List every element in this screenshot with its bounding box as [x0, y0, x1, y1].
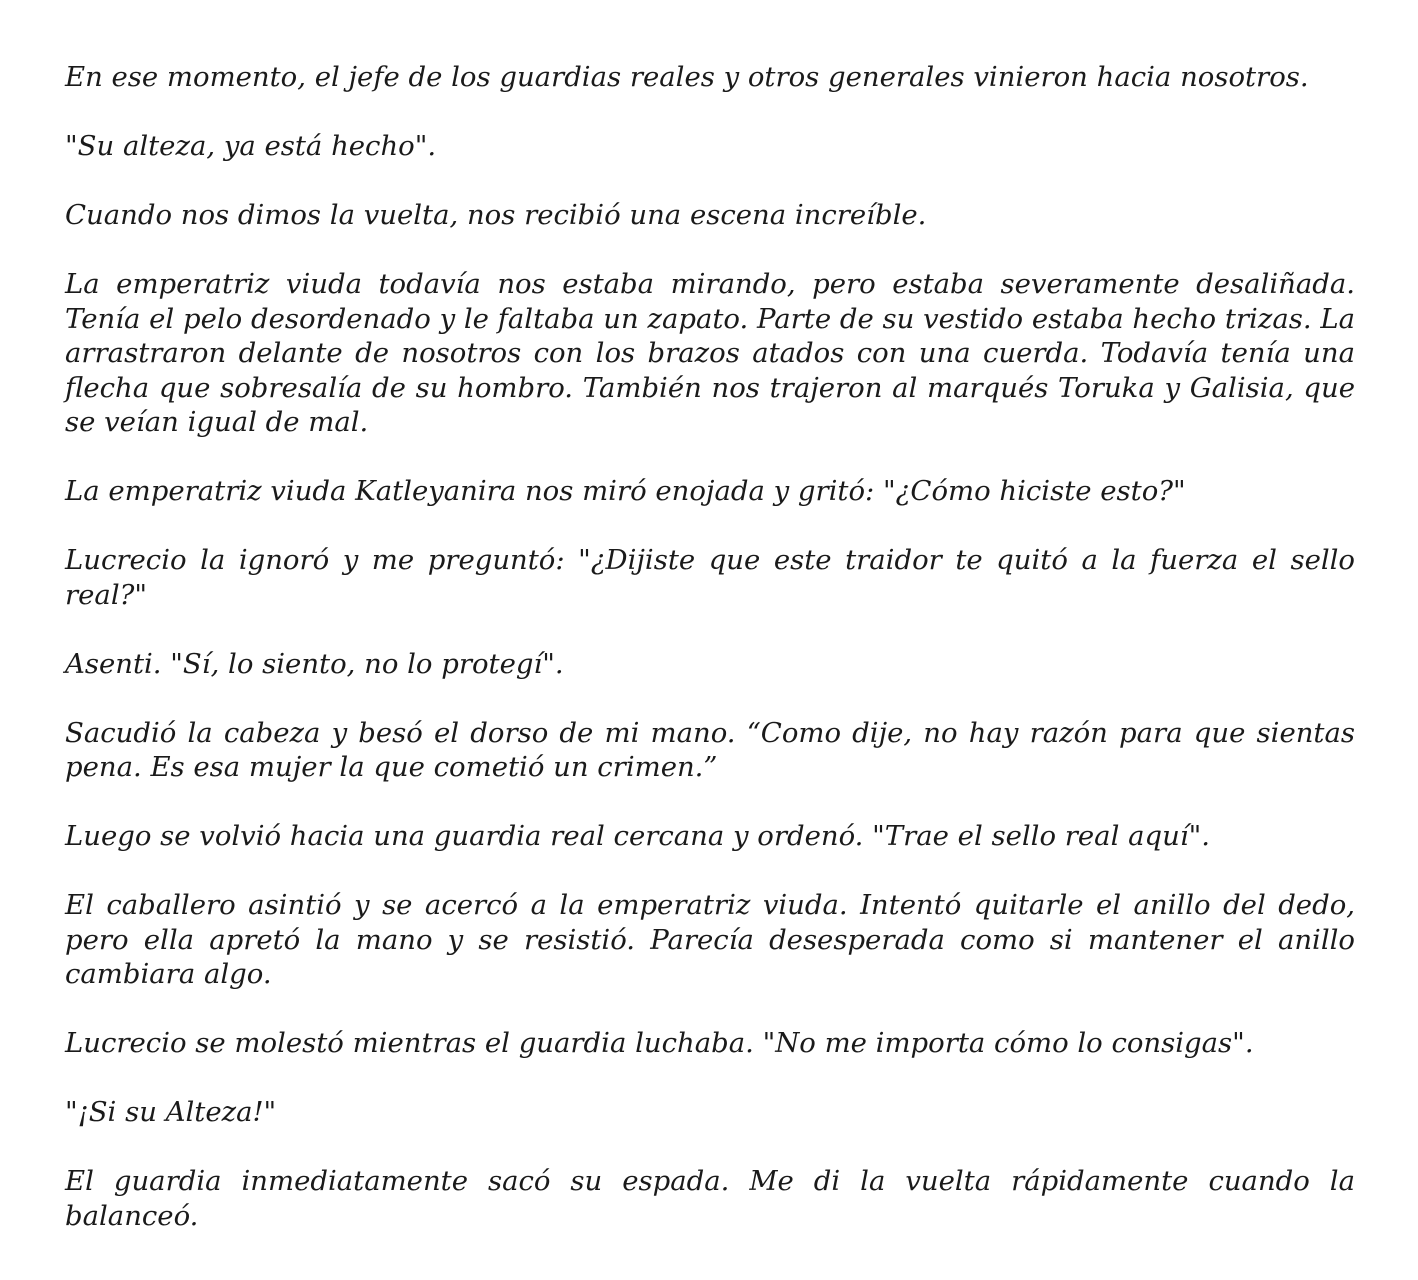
paragraph-10: El caballero asintió y se acercó a la emperatriz viuda. Intentó quitarle el anillo del dedo, pero ella apretó la mano y se resistió. Parecía desesperada como si mantener el anillo cambiara algo.: [65, 889, 1355, 990]
paragraph-5: La emperatriz viuda Katleyanira nos miró enojada y gritó: "¿Cómo hiciste esto?": [65, 475, 1186, 507]
paragraph-6: Lucrecio la ignoró y me preguntó: "¿Dijiste que este traidor te quitó a la fuerza el sello real?": [65, 544, 1355, 611]
paragraph-11: Lucrecio se molestó mientras el guardia luchaba. "No me importa cómo lo consigas".: [65, 1027, 1254, 1059]
paragraph-4: La emperatriz viuda todavía nos estaba mirando, pero estaba severamente desaliñada. Tenía el pelo desordenado y le faltaba un zapato. Parte de su vestido estaba hecho trizas. La arrastraron delante de nosotros con los brazos atados con una cuerda. Todavía tenía una flecha que sobresalía de su hombro. También nos trajeron al marqués Toruka y Galisia, que se veían igual de mal.: [65, 268, 1355, 438]
paragraph-8: Sacudió la cabeza y besó el dorso de mi mano. “Como dije, no hay razón para que sientas pena. Es esa mujer la que cometió un crimen.”: [65, 716, 1355, 783]
paragraph-7: Asenti. "Sí, lo siento, no lo protegí".: [65, 647, 564, 680]
paragraph-3: Cuando nos dimos la vuelta, nos recibió una escena increíble.: [65, 199, 927, 231]
paragraph-1: En ese momento, el jefe de los guardias reales y otros generales vinieron hacia nosotros.: [65, 61, 1309, 93]
paragraph-2: "Su alteza, ya está hecho".: [65, 130, 437, 162]
paragraph-13: El guardia inmediatamente sacó su espada. Me di la vuelta rápidamente cuando la balanceó.: [65, 1165, 1355, 1232]
paragraph-9: Luego se volvió hacia una guardia real cercana y ordenó. "Trae el sello real aquí".: [65, 820, 1211, 852]
document-body: [65, 60, 1355, 1268]
paragraph-12: "¡Si su Alteza!": [65, 1096, 277, 1128]
